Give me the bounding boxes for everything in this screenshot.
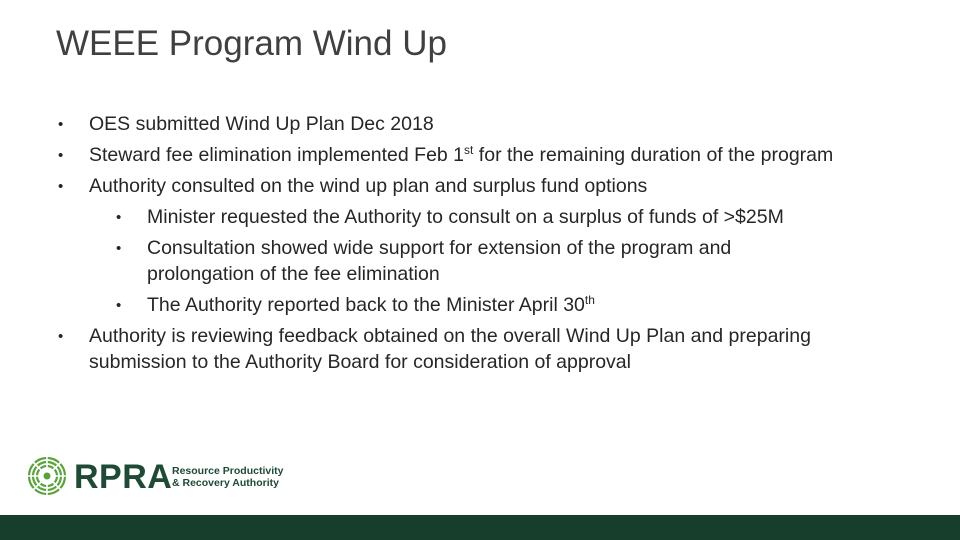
- bullet-item: [0, 321, 960, 352]
- bullet-dot: •: [58, 178, 64, 195]
- bullet-item: [0, 109, 960, 140]
- superscript: st: [464, 143, 474, 157]
- bullet-text: [89, 140, 833, 171]
- bullet-continuation: [0, 352, 960, 378]
- slide-title: WEEE Program Wind Up: [56, 24, 447, 63]
- bullet-text-part: for the remaining duration of the program: [473, 144, 834, 166]
- rpra-tagline-line: Resource Productivity: [172, 465, 284, 477]
- bullet-text-part: The Authority reported back to the Minister April 30: [147, 294, 585, 316]
- bullet-text: Minister requested the Authority to consult on a surplus of funds of >$25M: [147, 206, 784, 228]
- rpra-tagline-line: & Recovery Authority: [172, 477, 279, 489]
- rpra-tagline: [172, 465, 283, 489]
- bullet-dot: •: [116, 240, 122, 257]
- bullet-item: [0, 140, 960, 171]
- bullet-item: [0, 171, 960, 202]
- bullet-text-part: Steward fee elimination implemented Feb 1: [89, 144, 465, 166]
- bullet-dot: •: [58, 328, 64, 345]
- superscript: th: [584, 293, 595, 307]
- bullet-text: Authority consulted on the wind up plan and surplus fund options: [89, 175, 648, 197]
- bullet-text: [147, 290, 595, 321]
- bullet-text: submission to the Authority Board for consideration of approval: [89, 351, 631, 373]
- footer-bar: [0, 515, 960, 540]
- bullet-text: prolongation of the fee elimination: [147, 263, 440, 285]
- bullet-dot: •: [116, 209, 122, 226]
- rpra-sphere-logo-icon: [26, 455, 68, 497]
- bullet-dot: •: [58, 116, 64, 133]
- sub-bullet-continuation: [0, 264, 960, 290]
- rpra-logo: [26, 455, 296, 497]
- rpra-wordmark: RPRA: [74, 458, 173, 496]
- bullet-text: Authority is reviewing feedback obtained on the overall Wind Up Plan and preparing: [89, 325, 811, 347]
- bullet-dot: •: [58, 147, 64, 164]
- bullet-dot: •: [116, 297, 122, 314]
- sub-bullet-item: [0, 290, 960, 321]
- bullet-list: [0, 109, 960, 378]
- bullet-text: Consultation showed wide support for extension of the program and: [147, 237, 732, 259]
- sub-bullet-item: [0, 233, 960, 264]
- sub-bullet-item: [0, 202, 960, 233]
- bullet-text: OES submitted Wind Up Plan Dec 2018: [89, 113, 434, 135]
